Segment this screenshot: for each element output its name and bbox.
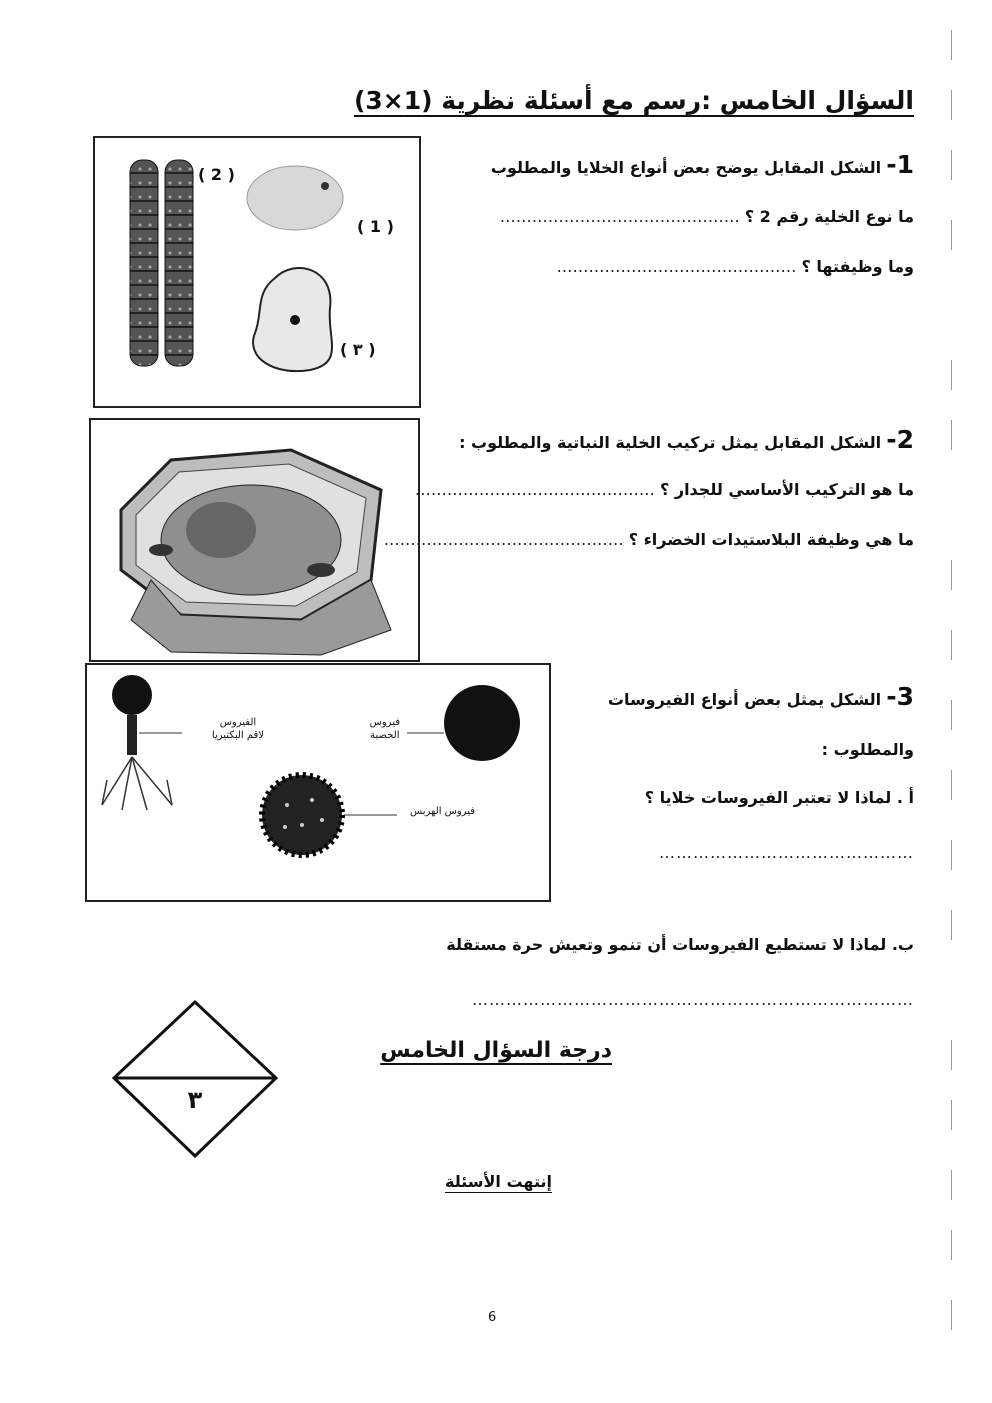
end-of-questions: إنتهت الأسئلة — [445, 1172, 552, 1191]
margin-tick — [951, 420, 952, 450]
herpes-virus — [262, 775, 342, 855]
margin-tick — [951, 1230, 952, 1260]
nucleus — [186, 502, 256, 558]
page-number: 6 — [488, 1310, 497, 1325]
grade-label: درجة السؤال الخامس — [380, 1038, 612, 1063]
cell-types-drawing — [95, 138, 419, 406]
fat-cell — [247, 166, 343, 230]
margin-tick — [951, 630, 952, 660]
plant-cell-figure — [89, 418, 420, 662]
muscle-fiber-right — [165, 160, 193, 366]
herpes-label: فيروس الهربس — [409, 806, 475, 817]
margin-tick — [951, 1170, 952, 1200]
margin-tick — [951, 90, 952, 120]
phage-label — [212, 716, 264, 742]
margin-tick — [951, 840, 952, 870]
answer-line[interactable]: …………………………………………………………………… — [472, 990, 914, 1009]
label-1: ( 1 ) — [357, 217, 394, 236]
q1-ask1: ما نوع الخلية رقم 2 ؟ — [744, 207, 914, 226]
viruses-figure — [85, 663, 551, 902]
q2-ask2-row — [384, 530, 914, 549]
margin-tick — [951, 220, 952, 250]
margin-tick — [951, 30, 952, 60]
viruses-drawing — [87, 665, 549, 900]
cell-types-figure — [93, 136, 421, 408]
q2-number: 2- — [886, 425, 914, 454]
q1-ask2: وما وظيفتها ؟ — [801, 257, 914, 276]
q1-ask1-row — [500, 207, 914, 226]
q1-text: الشكل المقابل يوضح بعض أنواع الخلايا والمطلوب — [490, 158, 882, 177]
chloroplast — [149, 544, 173, 556]
margin-tick — [951, 910, 952, 940]
q3-text: الشكل يمثل بعض أنواع الفيروسات — [607, 690, 882, 709]
grade-diamond — [110, 1000, 280, 1160]
q2-ask2: ما هي وظيفة البلاستيدات الخضراء ؟ — [628, 530, 914, 549]
q1-number: 1- — [886, 150, 914, 179]
answer-line[interactable]: ……………………………………… — [383, 530, 624, 549]
q3-number: 3- — [886, 682, 914, 711]
label-2: ( 2 ) — [198, 165, 235, 184]
q1-ask2-row — [556, 257, 914, 276]
phage-label-line2: لاقم البكتيريا — [211, 730, 264, 741]
phage-head — [112, 675, 152, 715]
fat-cell-nucleus — [321, 182, 329, 190]
plant-cell-drawing — [91, 420, 418, 660]
margin-tick — [951, 1100, 952, 1130]
margin-tick — [951, 560, 952, 590]
q3-ask-b: ب. لماذا لا تستطيع الفيروسات أن تنمو وتعيش حرة مستقلة — [446, 935, 914, 954]
margin-tick — [951, 770, 952, 800]
measles-label-line1: فيروس — [369, 717, 400, 728]
chloroplast — [307, 563, 335, 577]
q3-required: والمطلوب : — [821, 740, 914, 759]
margin-tick — [951, 700, 952, 730]
q2-ask1-row — [415, 480, 914, 499]
margin-tick — [951, 1300, 952, 1330]
measles-virus — [444, 685, 520, 761]
measles-label-line2: الحصبة — [370, 730, 400, 741]
answer-line[interactable]: ……………………………………… — [414, 480, 655, 499]
q2-heading — [459, 425, 914, 454]
q3-heading — [608, 682, 914, 711]
generic-cell-nucleus — [290, 315, 300, 325]
phage-tail — [127, 715, 137, 755]
q2-text: الشكل المقابل يمثل تركيب الخلية النباتية والمطلوب : — [459, 433, 882, 452]
measles-label — [370, 716, 400, 742]
phage-label-line1: الفيروس — [219, 717, 257, 728]
phage-legs — [102, 757, 172, 810]
grade-value: ٣ — [187, 1086, 203, 1114]
margin-tick — [951, 360, 952, 390]
q1-heading — [491, 150, 914, 179]
q2-ask1: ما هو التركيب الأساسي للجدار ؟ — [660, 480, 914, 499]
answer-line[interactable]: ……………………………………… — [659, 843, 914, 862]
section-title: السؤال الخامس :رسم مع أسئلة نظرية (1×3) — [353, 86, 914, 115]
muscle-fiber-left — [130, 160, 158, 366]
q3-ask-a: أ . لماذا لا تعتبر الفيروسات خلايا ؟ — [644, 788, 914, 807]
label-3: ( ٣ ) — [340, 340, 376, 359]
margin-tick — [951, 150, 952, 180]
answer-line[interactable]: ……………………………………… — [556, 257, 797, 276]
margin-tick — [951, 1040, 952, 1070]
answer-line[interactable]: ……………………………………… — [499, 207, 740, 226]
